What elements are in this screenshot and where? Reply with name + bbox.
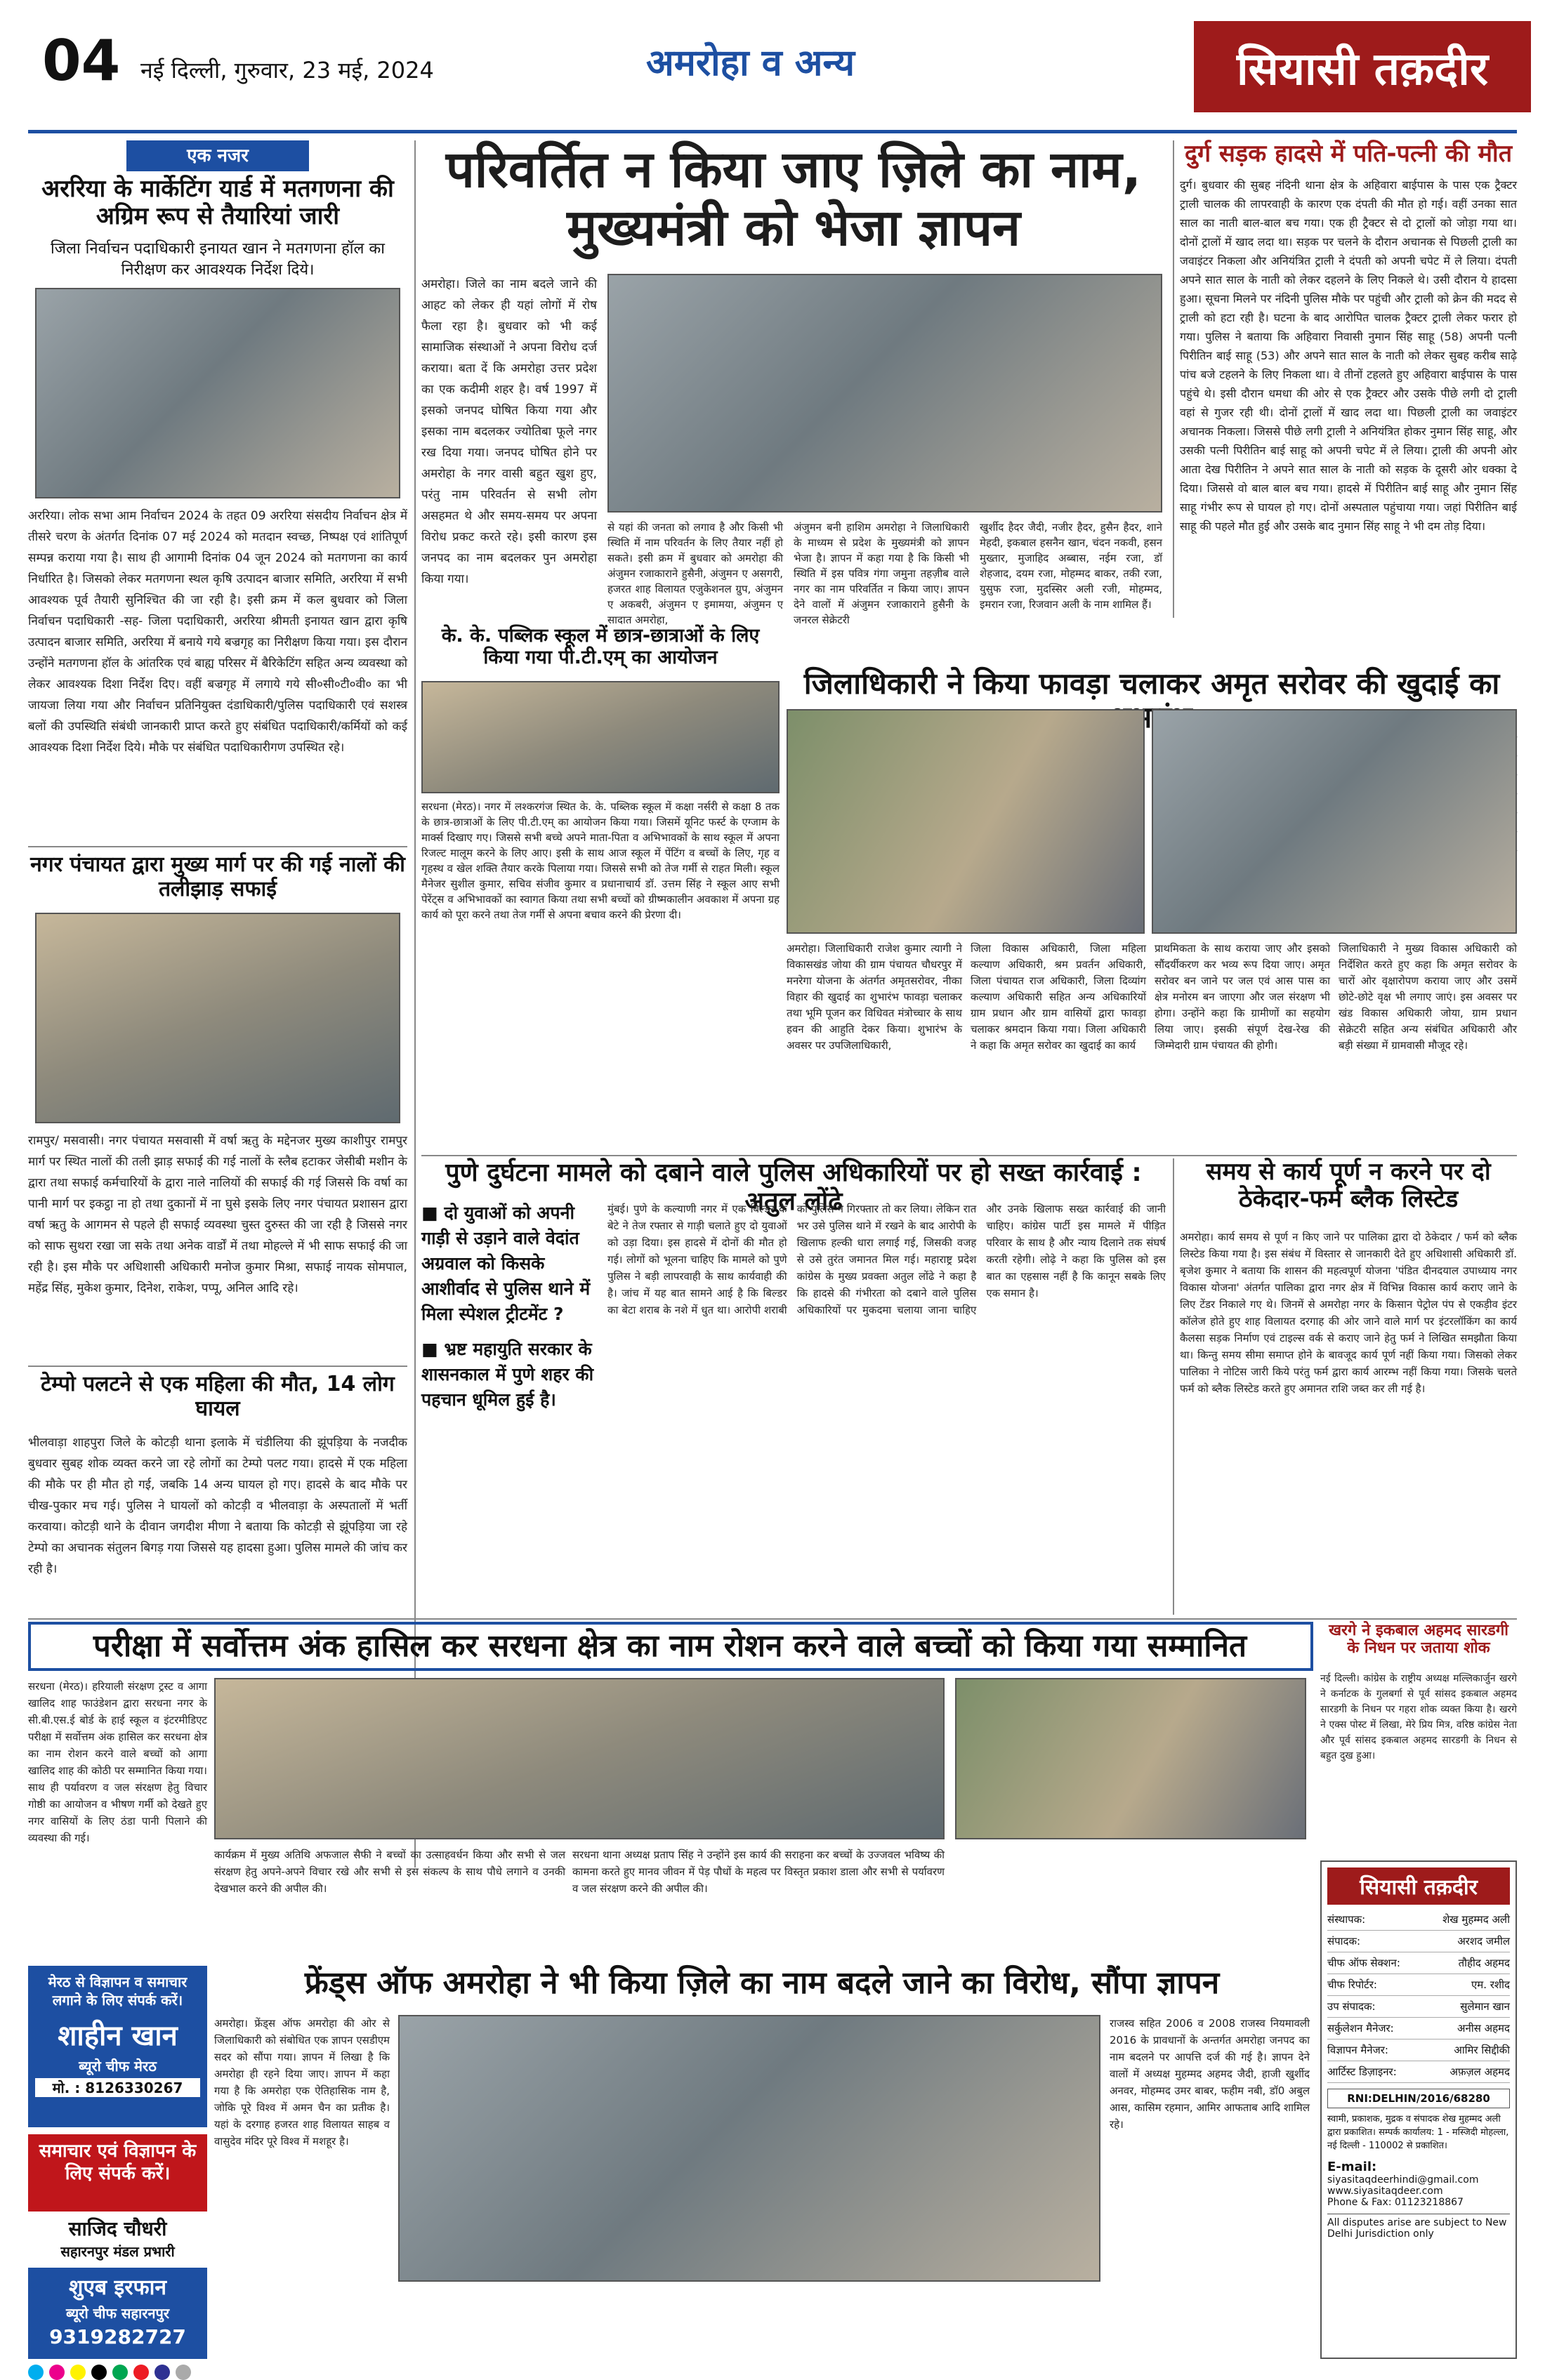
imprint-row: विज्ञापन मैनेजर: आमिर सिद्दीकी [1327,2039,1510,2061]
dm-body-4: जिलाधिकारी ने मुख्य विकास अधिकारी को निर्देशित करते हुए कहा कि अमृत सरोवर के चारों ओर वृक्षारोपण कराया जाए और उसमें छोटे-छोटे वृक्ष भी लगाए जाएं। इस अवसर पर खंड विकास अधिकारी जोया, ग्राम प्रधान सेक्रेटरी सहित अन्य संबंधित अधिकारी और बड़ी संख्या में ग्रामवासी मौजूद रहे। [1339,942,1517,1052]
lead-headline: परिवर्तित न किया जाए ज़िले का नाम, मुख्यमंत्री को भेजा ज्ञापन [445,140,1142,257]
saharanpur-ad-name: साजिद चौधरी [68,2217,167,2240]
pune-story [421,1158,1166,1615]
award-headline-box [28,1622,1313,1671]
divider [421,1155,1517,1156]
lead-body-2: से यहां की जनता को लगाव है और किसी भी स्थिति में नाम परिवर्तन के लिए तैयार नहीं हो सकते। इसी क्रम में बुधवार को अमरोहा की अंजुमन रजाकाराने हुसैनी, अंजुमन ए असगरी, हजरत शाह विलायत एजुकेशनल ग्रुप, अंजुमन ए अकबरी, अंजुमन ए इमामया, अंजुमन ए सादात अमरोहा, [607,521,783,626]
imprint-email-label: E-mail: [1327,2160,1377,2174]
memorandum-photo [607,274,1162,513]
imprint-rows [1327,1909,1510,2083]
left-column [28,140,407,1867]
color-dot [28,2365,44,2380]
lead-story [421,140,1166,626]
dm-body-3: प्राथमिकता के साथ कराया जाए और इसको सौंदर्यीकरण कर भव्य रूप दिया जाए। अमृत सरोवर बन जाने पर जल एवं आस पास का क्षेत्र मनोरम बन जाएगा और जल संरक्षण भी होगा। उन्होंने कहा कि ग्रामीणों का सहयोग लिया जाए। इसकी संपूर्ण देख-रेख की जिम्मेदारी ग्राम पंचायत की होगी। [1155,942,1330,1052]
imprint-email: siyasitaqdeerhindi@gmail.com [1327,2174,1479,2186]
story3-headline: टेम्पो पलटने से एक महिला की मौत, 14 लोग घायल [41,1372,395,1421]
divider [28,846,407,847]
color-dot [133,2365,149,2380]
obituary-body: नई दिल्ली। कांग्रेस के राष्ट्रीय अध्यक्ष मल्लिकार्जुन खरगे ने कर्नाटक के गुलबर्गा से पूर्व सांसद इकबाल अहमद सारडगी के निधन पर गहरा शोक व्यक्त किया है। खरगे ने एक्स पोस्ट में लिखा, मेरे प्रिय मित्र, वरिष्ठ कांग्रेस नेता और पूर्व सांसद इकबाल अहमद सारडगी के निधन से बहुत दुख हुआ। [1320,1673,1517,1761]
imprint-brand: सियासी तक़दीर [1327,1867,1510,1905]
color-dot [91,2365,107,2380]
imprint-rni: RNI:DELHIN/2016/68280 [1327,2089,1510,2108]
award-ceremony-photo [214,1678,945,1839]
amrit-sarovar-photo-2 [1152,709,1517,934]
story2-body: रामपुर/ मसवासी। नगर पंचायत मसवासी में वर्षा ऋतु के मद्देनजर मुख्य काशीपुर रामपुर मार्ग पर स्थित नालों की तली झाड़ सफाई की गई नालों के स्लैब हटाकर जेसीबी मशीन के द्वारा तथा सफाई कर्मचारियों के द्वारा नाले नालियों की सफाई की गई जिससे कि वर्षा का पानी मार्ग पर इकट्ठा ना हो तथा दुकानों में ना घुसे इसके लिए नगर पंचायत प्रशासन द्वारा वर्षा ऋतु के आगमन से पहले ही सफाई व्यवस्था चुस्त दुरुस्त की जा रही है जिससे नगर को साफ सुथरा रखा जा सके तथा अनेक वार्डों में तथा मोहल्ले में भी साफ सफाई की जा रही है। इस मौके पर अधिशासी अधिकारी मनोज कुमार मिश्रा, सफाई नायक सोमपाल, महेंद्र सिंह, मुकेश कुमार, दिनेश, राकेश, पप्पू, अनिल आदि रहे। [28,1134,407,1295]
pune-sidebar [421,1201,597,1608]
friends-headline: फ्रेंड्स ऑफ अमरोहा ने भी किया ज़िले का नाम बदले जाने का विरोध, सौंपा ज्ञापन [304,1965,1220,2001]
award-body-1: सरधना (मेरठ)। हरियाली संरक्षण ट्रस्ट व आगा खालिद शाह फाउंडेशन द्वारा सरधना नगर के सी.बी.एस.ई बोर्ड के हाई स्कूल व इंटरमीडिएट परीक्षा में सर्वोत्तम अंक हासिल कर सरधना क्षेत्र का नाम रोशन करने वाले बच्चों को आगा खालिद शाह की कोठी पर सम्मानित किया गया। साथ ही पर्यावरण व जल संरक्षण हेतु विचार गोष्ठी का आयोजन व भीषण गर्मी को देखते हुए नगर वासियों के लिए ठंडा पानी पिलाने की व्यवस्था की गई। [28,1680,207,1844]
meerut-ad-role: ब्यूरो चीफ मेरठ [79,2058,157,2075]
lead-body-1: अमरोहा। जिले का नाम बदले जाने की आहट को लेकर ही यहां लोगों में रोष फैला रहा है। बुधवार को भी कई सामाजिक संस्थाओं ने अपना विरोध दर्ज कराया। बता दें कि अमरोहा उत्तर प्रदेश का एक कदीमी शहर है। वर्ष 1997 में इसको जनपद घोषित किया गया और इसका नाम बदलकर ज्योतिबा फूले नगर रख दिया गया। जनपद घोषित होने पर अमरोहा के नगर वासी बहुत खुश हुए, परंतु नाम परिवर्तन से सभी लोग असहमत थे और समय-समय पर अपना विरोध प्रकट करते रहे। इसी कारण इस जनपद का नाम बदलकर पुन अमरोहा किया गया। [421,277,597,586]
print-color-bar [28,2365,1517,2380]
blacklist-story [1180,1158,1517,1615]
saharanpur-ad-line: समाचार एवं विज्ञापन के लिए संपर्क करें। [28,2134,207,2212]
friends-body-1: अमरोहा। फ्रेंड्स ऑफ अमरोहा की ओर से जिलाधिकारी को संबोधित एक ज्ञापन एसडीएम सदर को सौंपा गया। ज्ञापन में लिखा है कि अमरोहा ही रहने दिया जाए। ज्ञापन में कहा गया है कि अमरोहा एक ऐतिहासिक नाम है, जोकि पूरे विश्व में अमन चैन का प्रतीक है। यहां के दरगाह हजरत शाह विलायत साहब व वासुदेव मंदिर पूरे विश्व में मशहूर है। [214,2017,390,2148]
imprint-row: आर्टिस्ट डिज़ाइनर: अफ़ज़ल अहमद [1327,2061,1510,2083]
imprint-row: संपादक: अरशद जमील [1327,1931,1510,1952]
obituary-headline: खरगे ने इकबाल अहमद सारडगी के निधन पर जताया शोक [1329,1622,1508,1658]
divider [28,1366,407,1367]
dateline: नई दिल्ली, गुरुवार, 23 मई, 2024 [140,57,434,84]
imprint-box [1320,1860,1517,2359]
accident-body: दुर्ग। बुधवार की सुबह नंदिनी थाना क्षेत्र के अहिवारा बाईपास के पास एक ट्रैक्टर ट्राली चालक की लापरवाही के कारण एक दंपती की मौत हो गई। वहीं उनका सात साल का नाती बाल-बाल बच गया। एक ही ट्रैक्टर से दो ट्रालों को जोड़ा गया था। दोनों ट्रालों में खाद लदा था। सड़क पर चलने के दौरान अचानक से पिछली ट्राली का जवाइंटर निकला और अनियंत्रित ट्राली ने दंपती को अपनी चपेट में ले लिया। दंपती अपने सात साल के नाती को लेकर दहलने के लिए निकले थे। उसी दौरान ये हादसा हुआ। सूचना मिलने पर नंदिनी पुलिस मौके पर पहुंची और ट्राली को क्रेन की मदद से ट्राली को हटा रही है। घटना के बाद आरोपित चालक ट्रैक्टर ट्राली लेकर फरार हो गया। पुलिस ने बताया कि अहिवारा निवासी नुमान सिंह साहू (58) अपनी पत्नी पिरीतिन बाई साहू (53) और अपने सात साल के नाती को लेकर सुबह करीब साढ़े पांच बजे टहलने के लिए निकला था। वे तीनों टहलते हुए अहिवारा बाईपास के पास पहुंचे थे। इसी दौरान धमधा की ओर से एक ट्रैक्टर और उसके पीछे लगी दो ट्राली वहां से गुजर रही थी। दोनों ट्रालों में खाद लदा था। पिछली ट्राली का जवाइंटर अचानक निकला। जिससे पीछे लगी ट्राली ने अनियंत्रित होकर नुमान सिंह साहू, और उसकी पत्नी पिरीतिन बाई साहू को अपनी चपेट में ले लिया। ट्राली की अपनी ओर आता देख पिरीतिन ने अपने सात साल के नाती को सड़क के दूसरी ओर धक्का दे दिया। जिससे वो बाल बाल बच गया। हादसे में पिरीतिन बाई साहू और नुमान सिंह साहू गंभीर रूप से घायल हो गए। दोनों अस्पताल पहुंचाया गया। जहां पिरीतिन बाई साहू की पहले मौत हुई और उसके बाद नुमान सिंह साहू ने भी दम तोड़ दिया। [1180,178,1517,533]
header-rule [28,130,1517,133]
imprint-row: चीफ ऑफ सेक्शन: तौहीद अहमद [1327,1952,1510,1974]
imprint-row: संस्थापक: शेख मुहम्मद अली [1327,1909,1510,1931]
dm-body-1: अमरोहा। जिलाधिकारी राजेश कुमार त्यागी ने विकासखंड जोया की ग्राम पंचायत चौधरपुर में मनरेगा योजना के अंतर्गत अमृतसरोवर, नीका विहार की खुदाई का शुभारंभ फावड़ा चलाकर तथा भूमि पूजन कर विधिवत मंत्रोच्चार के साथ हवन की आहुति देकर किया। शुभारंभ के अवसर पर उपजिलाधिकारी, [787,942,962,1052]
lead-body-3: अंजुमन बनी हाशिम अमरोहा ने जिलाधिकारी के माध्यम से प्रदेश के मुख्यमंत्री को ज्ञापन भेजा है। ज्ञापन में कहा गया है कि किसी भी स्थिति में इस पवित्र गंगा जमुना तहज़ीब वाले नगर का नाम परिवर्तित न किया जाए। ज्ञापन देने वालों में अंजुमन रजाकाराने हुसैनी के जनरल सेक्रेटरी [794,521,969,626]
story1-body: अररिया। लोक सभा आम निर्वाचन 2024 के तहत 09 अररिया संसदीय निर्वाचन क्षेत्र में तीसरे चरण के अंतर्गत दिनांक 07 मई 2024 को मतदान स्वच्छ, निष्पक्ष एवं शांतिपूर्ण सम्पन्न कराया गया है। साथ ही आगामी दिनांक 04 जून 2024 को मतगणना का कार्य निर्धारित है। जिसको लेकर मतगणना स्थल कृषि उत्पादन बाजार समिति, अररिया में सभी आवश्यक पूर्व तैयारी सुनिश्चित की जा रही है। इसी क्रम में कल बुधवार को जिला निर्वाचन पदाधिकारी -सह- जिला पदाधिकारी, अररिया श्रीमती इनायत खान द्वारा कृषि उत्पादन बाजार समिति, अररिया में बनाये गये बज्रगृह का निरीक्षण किया गया। इस दौरान उन्होंने मतगणना हॉल के आंतरिक एवं बाह्य परिसर में बैरिकेटिंग सहित अन्य व्यवस्था को लेकर आवश्यक दिशा निर्देश दिए। वहीं बज्रगृह में लगाये गये सी०सी०टी०वी० का भी जायजा लिया गया और निर्वाचन प्रतिनियुक्त दंडाधिकारी/पुलिस पदाधिकारी एवं सशस्त्र बलों की उपस्थिति संबंधी जानकारी प्राप्त करते हुए संबंधित पदाधिकारी/कर्मियों को कई आवश्यक दिशा निर्देश दिये। मौके पर संबंधित पदाधिकारीगण उपस्थित रहे। [28,509,407,755]
pune-point-2: ■ भ्रष्ट महायुति सरकार के शासनकाल में पुणे शहर की पहचान धूमिल हुई है। [421,1339,594,1410]
page-number: 04 [42,28,121,93]
imprint-phone: Phone & Fax: 01123218867 [1327,2197,1464,2208]
meerut-ad-phone: मो. : 8126330267 [35,2078,200,2097]
amrit-sarovar-photo-1 [787,709,1145,934]
story3-body: भीलवाड़ा शाहपुरा जिले के कोटड़ी थाना इलाके में चंडीलिया की झूंपड़िया के नजदीक बुधवार सुबह शोक व्यक्त करने जा रहे लोगों का टेम्पो पलट गया। हादसे में एक महिला की मौके पर ही मौत हो गई, जबकि 14 अन्य घायल हो गए। हादसे के बाद मौके पर चीख-पुकार मच गई। पुलिस ने घायलों को कोटड़ी व भीलवाड़ा के अस्पतालों में भर्ती करवाया। कोटड़ी थाने के दीवान जगदीश मीणा ने बताया कि कोटड़ी से झूंपड़िया जा रहे टेम्पो का अचानक संतुलन बिगड़ गया जिससे यह हादसा हुआ। पुलिस मामले की जांच कर रही है। [28,1436,407,1576]
masthead [0,0,1545,140]
story1-deck: जिला निर्वाचन पदाधिकारी इनायत खान ने मतगणना हॉल का निरीक्षण कर आवश्यक निर्देश दिये। [51,240,385,279]
section-title: अमरोहा व अन्य [646,42,855,84]
divider [28,1618,1517,1620]
obituary [1320,1622,1517,1853]
color-dot [176,2365,191,2380]
color-dot [49,2365,65,2380]
meerut-ad-line: मेरठ से विज्ञापन व समाचार लगाने के लिए संपर्क करें। [48,1974,188,2009]
imprint-jurisdiction: All disputes arise are subject to New Delhi Jurisdiction only [1327,2214,1510,2240]
pune-headline: पुणे दुर्घटना मामले को दबाने वाले पुलिस अधिकारियों पर हो सख्त कार्रवाई : अतुल लोंढे [445,1158,1142,1217]
story2-headline: नगर पंचायत द्वारा मुख्य मार्ग पर की गई नालों की तलीझाड़ सफाई [30,852,405,901]
ek-nazar-tag: एक नजर [126,140,309,171]
school-body: सरधना (मेरठ)। नगर में लश्करगंज स्थित के. के. पब्लिक स्कूल में कक्षा नर्सरी से कक्षा 8 तक के छात्र-छात्राओं के लिए पी.टी.एम् का आयोजन किया गया। जिसमें यूनिट फर्स्ट के एग्जाम के मार्क्स दिखाए गए। जिससे सभी बच्चे अपने माता-पिता व अभिभावकों के साथ स्कूल में अपना रिजल्ट मालूम करने के लिए आए। इसी के साथ आज स्कूल में पेंटिंग व बच्चों के लिए, गृह व गृहस्थ व खेल शक्ति तैयार करके पिलाया गया। जिससे सभी को तेज गर्मी से राहत मिली। स्कूल मैनेजर सुशील कुमार, सचिव संजीव कुमार व प्रधानाचार्य डॉ. उत्तम सिंह ने स्कूल आए सभी पेरेंट्स व अभिभावकों का स्वागत किया तथा सभी बच्चों को ग्रीष्मकालीन अवकाश में अपना ग्रह कार्य को पूरा करने तथा तेज गर्मी से अपना बचाव करने की प्रेरणा दी। [421,800,780,921]
lead-body-4: खुर्शीद हैदर जैदी, नजीर हैदर, हुसैन हैदर, शाने मेहदी, इकबाल हसनैन खान, चंदन नकवी, हसन मुख्तार, मुजाहिद अब्बास, नईम रजा, डॉ शेहजाद, दयम रजा, मोहम्मद बाकर, तकी रजा, युसुफ रजा, मुदस्सिर अली रजी, मोहम्मद, इमरान रजा, रिजवान अली के नाम शामिल हैं। [980,521,1162,611]
saharanpur-ad-name2: शुएब इरफान [68,2275,167,2300]
dm-body-2: जिला विकास अधिकारी, जिला महिला कल्याण अधिकारी, श्रम प्रवर्तन अधिकारी, जिला पंचायत राज अधिकारी, जिला दिव्यांग कल्याण अधिकारी सहित अन्य अधिकारियों ग्राम प्रधान और ग्राम वासियों द्वारा फावड़ा चलाकर श्रमदान किया गया। जिला अधिकारी ने कहा कि अमृत सरोवर का खुदाई का कार्य [971,942,1146,1052]
award-students-photo [955,1678,1306,1839]
imprint-row: सर्कुलेशन मैनेजर: अनीस अहमद [1327,2018,1510,2039]
saharanpur-ad-bureau [28,2268,207,2359]
imprint-row: चीफ रिपोर्टर: एम. रशीद [1327,1974,1510,1996]
column-divider [1173,140,1174,618]
column-divider [1173,1158,1174,1615]
drain-cleaning-photo [35,913,400,1123]
friends-memorandum-photo [398,2015,1100,2282]
school-ptm-photo [421,681,780,793]
blacklist-body: अमरोहा। कार्य समय से पूर्ण न किए जाने पर पालिका द्वारा दो ठेकेदार / फर्म को ब्लैक लिस्टेड किया गया है। इस संबंध में विस्तार से जानकारी देते हुए अधिशासी अधिकारी डॉ. बृजेश कुमार ने बताया कि शासन की महत्वपूर्ण योजना 'पंडित दीनदयाल उपाध्याय नगर विकास योजना' अंतर्गत पालिका द्वारा नगर क्षेत्र में विभिन्न विकास कार्य कराए जाने के लिए टेंडर निकाले गए थे। जिनमें से अमरोहा नगर के किसान पेट्रोल पंप से एकड़ीव इंटर कॉलेज होते हुए शाह विलायत दरगाह की ओर जाने वाले मार्ग पर इंटरलॉकिंग का कार्य कैलसा सड़क निर्माण एवं टाइल्स वर्क से कराए जाने हेतु फर्म ने लिखित समझौता किया था। किन्तु समय सीमा समाप्त होने के बावजूद कार्य पूर्ण नहीं किया गया। जिसको लेकर पालिका ने नोटिस जारी किये परंतु फर्म द्वारा कार्य आरम्भ नहीं किया गया। जिसके चलते फर्म को ब्लैक लिस्टेड करते हुए अमानत राशि जब्त कर ली गई है। [1180,1231,1517,1395]
accident-headline: दुर्ग सड़क हादसे में पति-पत्नी की मौत [1184,140,1513,168]
imprint-row: उप संपादक: सुलेमान खान [1327,1996,1510,2018]
pune-body: मुंबई। पुणे के कल्याणी नगर में एक बिल्डर के बेटे ने तेज रफ्तार से गाड़ी चलाते हुए दो युवाओं को उड़ा दिया। इस हादसे में दोनों की मौत हो गई। लोगों को भूलना चाहिए कि मामले को पुणे पुलिस ने बड़ी लापरवाही के साथ कार्यवाही की है। जांच में यह बात सामने आई है कि बिल्डर का बेटा शराब के नशे में धुत था। आरोपी शराबी को पुलिस ने गिरफ्तार तो कर लिया। लेकिन रात भर उसे पुलिस थाने में रखने के बाद आरोपी के खिलाफ हल्की धारा लगाई गई, जिसकी वजह से उसे तुरंत जमानत मिल गई। महाराष्ट्र प्रदेश कांग्रेस के मुख्य प्रवक्ता अतुल लोंढे ने कहा है कि हादसे की गंभीरता को दबाने वाले पुलिस अधिकारियों पर मुकदमा चलाया जाना चाहिए और उनके खिलाफ सख्त कार्रवाई की जानी चाहिए। कांग्रेस पार्टी इस मामले में पीड़ित परिवार के साथ है और न्याय दिलाने तक संघर्ष करती रहेगी। लोढ़े ने कहा कि पुलिस को इस बात का एहसास नहीं है कि कानून सबके लिए एक समान है। [607,1203,1166,1316]
meerut-ad [28,1966,207,2127]
pune-point-1: ■ दो युवाओं को अपनी गाड़ी से उड़ाने वाले वेदांत अग्रवाल को किसके आशीर्वाद से पुलिस थाने में मिला स्पेशल ट्रीटमेंट ? [421,1203,591,1324]
meerut-ad-name: शाहीन खान [58,2020,178,2052]
dm-headline: जिलाधिकारी ने किया फावड़ा चलाकर अमृत सरोवर की खुदाई का [803,666,1500,701]
friends-body-2: राजस्व सहित 2006 व 2008 राजस्व नियमावली 2016 के प्रावधानों के अन्तर्गत अमरोहा जनपद का नाम बदलने पर आपत्ति दर्ज की गई है। ज्ञापन देने वालों में अध्यक्ष मुहम्मद अहमद जैदी, हाजी खुर्शीद अनवर, मोहम्मद उमर बाबर, फहीम नबी, डॉ0 अबुल आस, कासिम रहमान, आमिर आफताब आदि शामिल रहे। [1110,2017,1310,2131]
color-dot [70,2365,86,2380]
dm-story-text [787,941,1517,1151]
award-headline: परीक्षा में सर्वोत्तम अंक हासिल कर सरधना क्षेत्र का नाम रोशन करने वाले बच्चों को किया गया सम्मानित [93,1628,1247,1664]
blacklist-headline: समय से कार्य पूर्ण न करने पर दो ठेकेदार-फर्म ब्लैक लिस्टेड [1206,1158,1491,1214]
story1-headline: अररिया के मार्केटिंग यार्ड में मतगणना की अग्रिम रूप से तैयारियां जारी [41,175,394,231]
brand-logo: सियासी तक़दीर [1194,21,1531,112]
saharanpur-ad-role: सहारनपुर मंडल प्रभारी [60,2243,175,2260]
column-divider [414,140,416,1867]
imprint-web: www.siyasitaqdeer.com [1327,2186,1443,2197]
saharanpur-ad-phone2: 9319282727 [49,2325,186,2348]
award-body-3: सरधना थाना अध्यक्ष प्रताप सिंह ने उन्होंने इस कार्य की सराहना कर बच्चों के उज्जवल भविष्य की कामना करते हुए मानव जीवन में पेड़ पौधों के महत्व पर विस्तृत प्रकाश डाला और सभी से पर्यावरण व जल संरक्षण करने की अपील की। [572,1849,945,1895]
saharanpur-ad-contact [28,2215,207,2264]
saharanpur-ad-role2: ब्यूरो चीफ सहारनपुर [65,2305,170,2322]
school-headline: के. के. पब्लिक स्कूल में छात्र-छात्राओं के लिए किया गया पी.टी.एम् का आयोजन [441,625,760,669]
color-dot [154,2365,170,2380]
friends-story [214,1966,1310,2359]
award-body-2: कार्यक्रम में मुख्य अतिथि अफजाल सैफी ने बच्चों का उत्साहवर्धन किया और सभी से जल संरक्षण हेतु अपने-अपने विचार रखे और सभी से इस संकल्प के साथ पौधे लगाने व उनकी देखभाल करने की अपील की। [214,1849,565,1895]
counting-hall-photo [35,288,400,498]
color-dot [112,2365,128,2380]
imprint-publisher: स्वामी, प्रकाशक, मुद्रक व संपादक शेख मुहम्मद अली द्वारा प्रकाशित। सम्पर्क कार्यालय: 1 - मस्जिदी मोहल्ला, नई दिल्ली - 110002 से प्रकाशित। [1327,2114,1509,2151]
school-story [421,625,780,934]
